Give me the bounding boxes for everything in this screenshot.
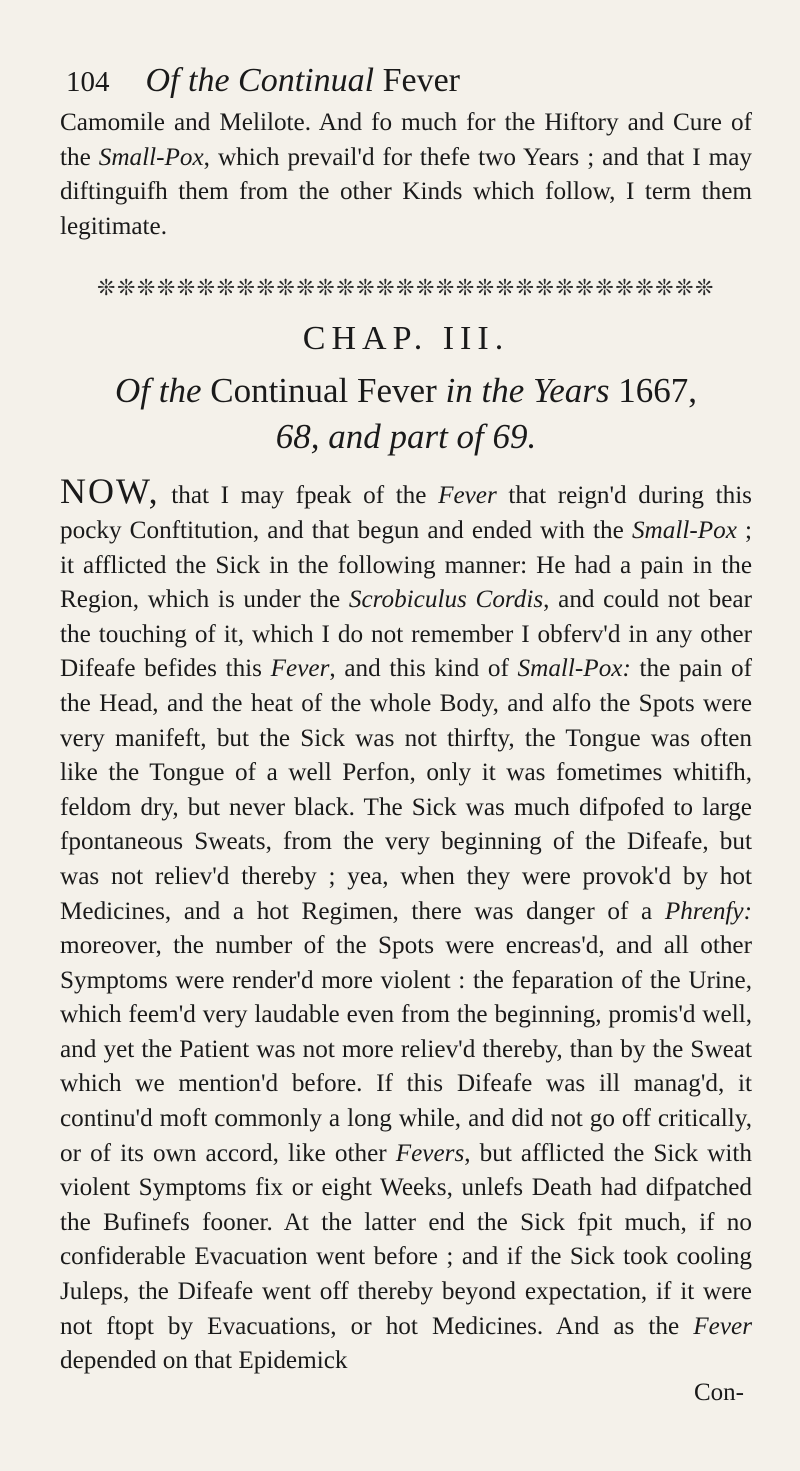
italic-run: Small-Pox	[631, 516, 737, 544]
running-head	[146, 62, 460, 100]
running-head-roman: Fever	[382, 62, 460, 99]
text-run: , and could not bear the touching of it, which I do not remember I obferv'd in any other Difeafe befides this	[60, 586, 752, 683]
italic-run: Small-Pox	[98, 143, 204, 171]
title-run: Of the	[114, 371, 202, 411]
title-run: Fever	[357, 371, 446, 411]
italic-run: Phrenfy:	[664, 897, 752, 925]
chapter-title	[60, 368, 752, 460]
chapter-label: CHAP. III.	[302, 320, 510, 358]
italic-run: Fever	[693, 1312, 752, 1340]
title-run: Continual	[201, 371, 358, 411]
title-run: 1667,	[609, 371, 698, 411]
drop-cap: NOW,	[60, 471, 160, 512]
text-run: the pain of the Head, and the heat of the whole Body, and alfo the Spots were very manifeft, but the Sick was not thirfty, the Tongue was often like the Tongue of a well Perfon, only it was fometimes whitifh, feldom dry, but never black. The Sick was much difpofed to large fpontaneous Sweats, from the very beginning of the Difeafe, but was not reliev'd thereby ; yea, when they were provok'd by hot Medicines, and a hot Regimen, there was danger of a	[60, 655, 752, 925]
title-run: in the Years	[445, 371, 610, 411]
italic-run: Fevers	[395, 1139, 465, 1167]
page-header	[66, 62, 752, 100]
text-run: that reign'd during this pocky Conftitution, and that begun and ended with the	[60, 482, 752, 544]
text-run: that I may fpeak of the	[159, 482, 439, 510]
running-head-italic: Of the Continual	[145, 62, 375, 99]
body-paragraph	[60, 471, 753, 1378]
italic-run: Scrobiculus Cordis	[348, 586, 544, 614]
text-run: , but afflicted the Sick with violent Symptoms fix or eight Weeks, unlefs Death had difpatched the Bufinefs fooner. At the latter end the Sick fpit much, if no confiderable Evacuation went before ; and if the Sick took cooling Juleps, the Difeafe went off thereby beyond expectation, if it were not ftopt by Evacuations, or hot Medicines. And as the	[60, 1139, 752, 1340]
title-run: 68, and part of 69.	[275, 417, 537, 457]
intro-paragraph	[60, 106, 752, 244]
text-run: depended on that Epidemick	[60, 1347, 348, 1375]
ornamental-divider: ❊❊❊❊❊❊❊❊❊❊❊❊❊❊❊❊❊❊❊❊❊❊❊❊❊❊❊❊❊❊❊	[97, 276, 715, 301]
text-run: , and this kind of	[329, 655, 518, 683]
catchword: Con-	[694, 1378, 744, 1406]
text-run: ; it afflicted the Sick in the following manner: He had a pain in the Region, which is under the	[60, 516, 753, 614]
page-number: 104	[66, 66, 110, 98]
text-run: , which prevail'd for thefe two Years ; and that I may diftinguifh them from the other Kinds which follow, I term them legitimate.	[60, 143, 752, 240]
italic-run: Fever	[438, 482, 497, 510]
text-run: Camomile and Melilote. And fo much for the Hiftory and Cure of the	[60, 109, 752, 171]
text-run: moreover, the number of the Spots were encreas'd, and all other Symptoms were render'd more violent : the feparation of the Urine, which feem'd very laudable even from the beginning, promis'd well, and yet the Patient was not more reliev'd thereby, than by the Sweat which we mention'd before. If this Difeafe was ill manag'd, it continu'd moft commonly a long while, and did not go off critically, or of its own accord, like other	[60, 932, 752, 1167]
italic-run: Fever	[270, 655, 330, 683]
italic-run: Small-Pox:	[517, 655, 631, 683]
